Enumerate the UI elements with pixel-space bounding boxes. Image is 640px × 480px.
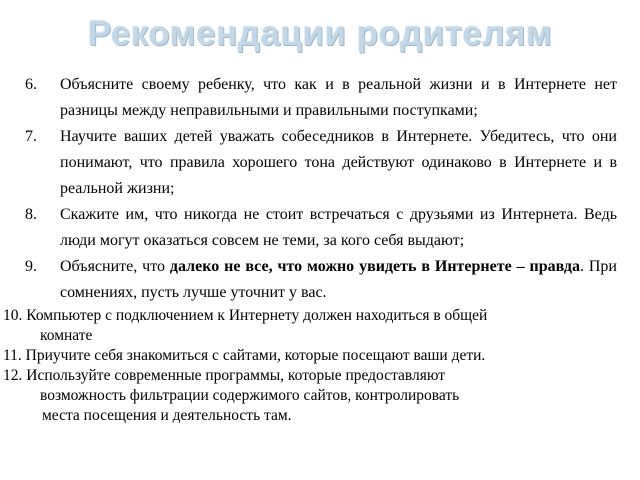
list-item-9 — [25, 254, 617, 306]
item-text: Объясните своему ребенку, что как и в реальной жизни и в Интернете нет разницы между неправильными и правильными поступками; — [60, 76, 617, 119]
list-item-10 — [3, 306, 617, 346]
item-line: 10. Компьютер с подключением к Интернету должен находиться в общей — [3, 307, 488, 324]
item-text-bold: далеко не все, что можно увидеть в Интернете – правда — [169, 258, 580, 275]
item-number: 7. — [25, 128, 37, 145]
item-text: Научите ваших детей уважать собеседников в Интернете. Убедитесь, что они понимают, что правила хорошего тона действуют одинаково в Интернете и в реальной жизни; — [60, 128, 617, 197]
item-line-continuation: комнате — [40, 327, 93, 344]
item-number: 8. — [25, 206, 37, 223]
list-item-6 — [25, 72, 617, 124]
page-title: Рекомендации родителям — [87, 14, 553, 53]
item-number: 9. — [25, 258, 37, 275]
item-line-continuation: возможность фильтрации содержимого сайтов, контролировать — [40, 387, 460, 404]
item-line: 11. Приучите себя знакомиться с сайтами, которые посещают ваши дети. — [3, 347, 486, 364]
item-number: 6. — [25, 76, 37, 93]
list-item-8 — [25, 202, 617, 254]
item-text-before: Объясните, что — [60, 258, 170, 275]
item-line-continuation: места посещения и деятельность там. — [42, 407, 292, 424]
list-item-12 — [3, 366, 617, 426]
list-item-7 — [25, 124, 617, 202]
item-line: 12. Используйте современные программы, которые предоставляют — [3, 367, 446, 384]
list-item-11 — [3, 346, 617, 366]
recommendations-list — [3, 72, 617, 426]
item-text: Скажите им, что никогда не стоит встречаться с друзьями из Интернета. Ведь люди могут оказаться совсем не теми, за кого себя выдают; — [60, 206, 617, 249]
item-text-after: . При сомнениях, пусть лучше уточнит у вас. — [60, 258, 617, 301]
